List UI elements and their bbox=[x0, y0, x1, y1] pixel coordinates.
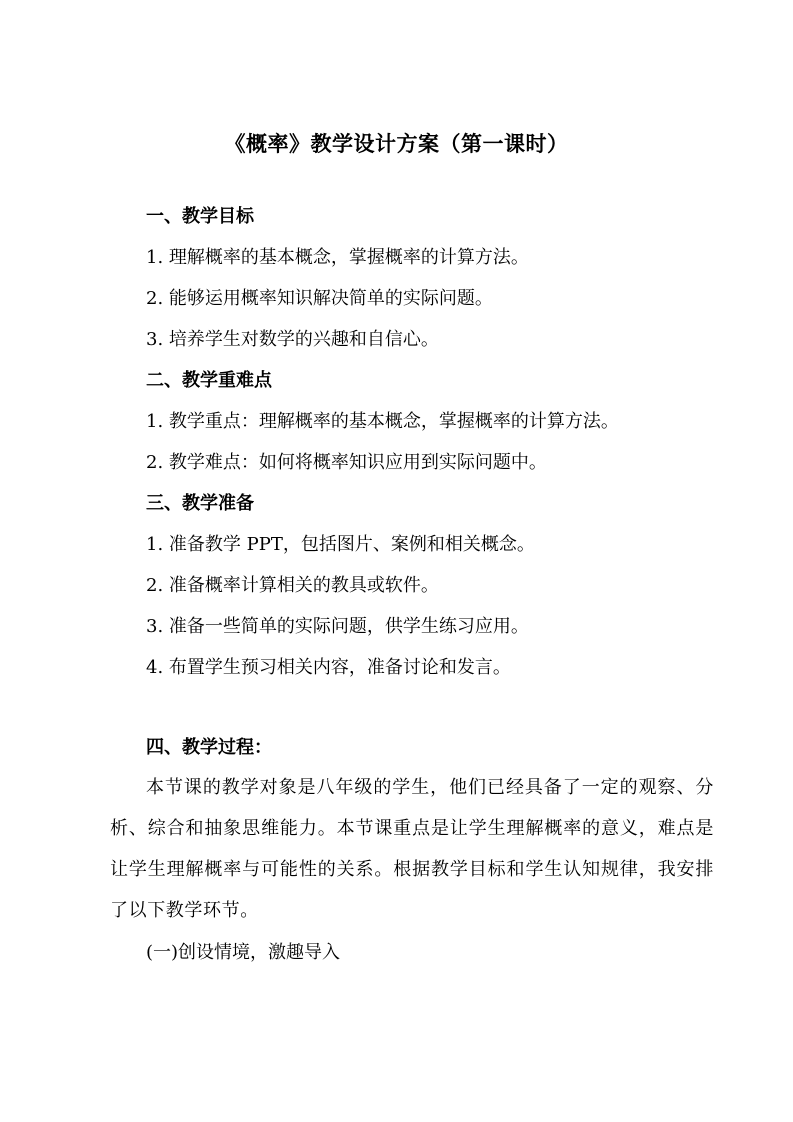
process-subheading: (一)创设情境，激趣导入 bbox=[146, 942, 341, 963]
section-heading-objectives: 一、教学目标 bbox=[146, 206, 254, 227]
objective-item-3: 3. 培养学生对数学的兴趣和自信心。 bbox=[146, 329, 439, 350]
key-point-item-1: 1. 教学重点：理解概率的基本概念，掌握概率的计算方法。 bbox=[146, 411, 619, 432]
key-point-item-2: 2. 教学难点：如何将概率知识应用到实际问题中。 bbox=[146, 452, 547, 473]
process-paragraph: 本节课的教学对象是八年级的学生，他们已经具备了一定的观察、分析、综合和抽象思维能力。本节课重点是让学生理解概率的意义，难点是让学生理解概率与可能性的关系。根据教学目标和学生认知规律，我安排了以下教学环节。 bbox=[110, 777, 714, 921]
section-heading-process: 四、教学过程： bbox=[146, 737, 272, 758]
document-title: 《概率》教学设计方案（第一课时） bbox=[224, 131, 569, 156]
preparation-item-4: 4. 布置学生预习相关内容，准备讨论和发言。 bbox=[146, 657, 511, 678]
objective-item-1: 1. 理解概率的基本概念，掌握概率的计算方法。 bbox=[146, 247, 529, 268]
preparation-item-3: 3. 准备一些简单的实际问题，供学生练习应用。 bbox=[146, 616, 529, 637]
objective-item-2: 2. 能够运用概率知识解决简单的实际问题。 bbox=[146, 288, 493, 309]
preparation-item-2: 2. 准备概率计算相关的教具或软件。 bbox=[146, 575, 439, 596]
section-heading-preparation: 三、教学准备 bbox=[146, 493, 254, 514]
section-heading-key-points: 二、教学重难点 bbox=[146, 370, 272, 391]
preparation-item-1: 1. 准备教学 PPT，包括图片、案例和相关概念。 bbox=[146, 534, 535, 555]
